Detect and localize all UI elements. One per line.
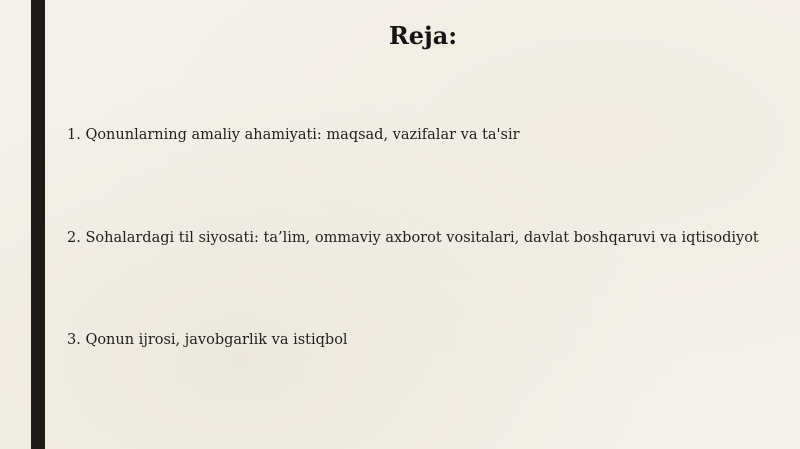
list-item-1: 1. Qonunlarning amaliy ahamiyati: maqsad, vazifalar va ta'sir — [67, 127, 520, 143]
slide-title: Reja: — [388, 21, 458, 50]
list-item-3: 3. Qonun ijrosi, javobgarlik va istiqbol — [67, 332, 348, 348]
left-accent-bar — [31, 0, 45, 449]
list-item-2: 2. Sohalardagi til siyosati: ta’lim, ommaviy axborot vositalari, davlat boshqaruvi va iqtisodiyot — [67, 230, 759, 246]
